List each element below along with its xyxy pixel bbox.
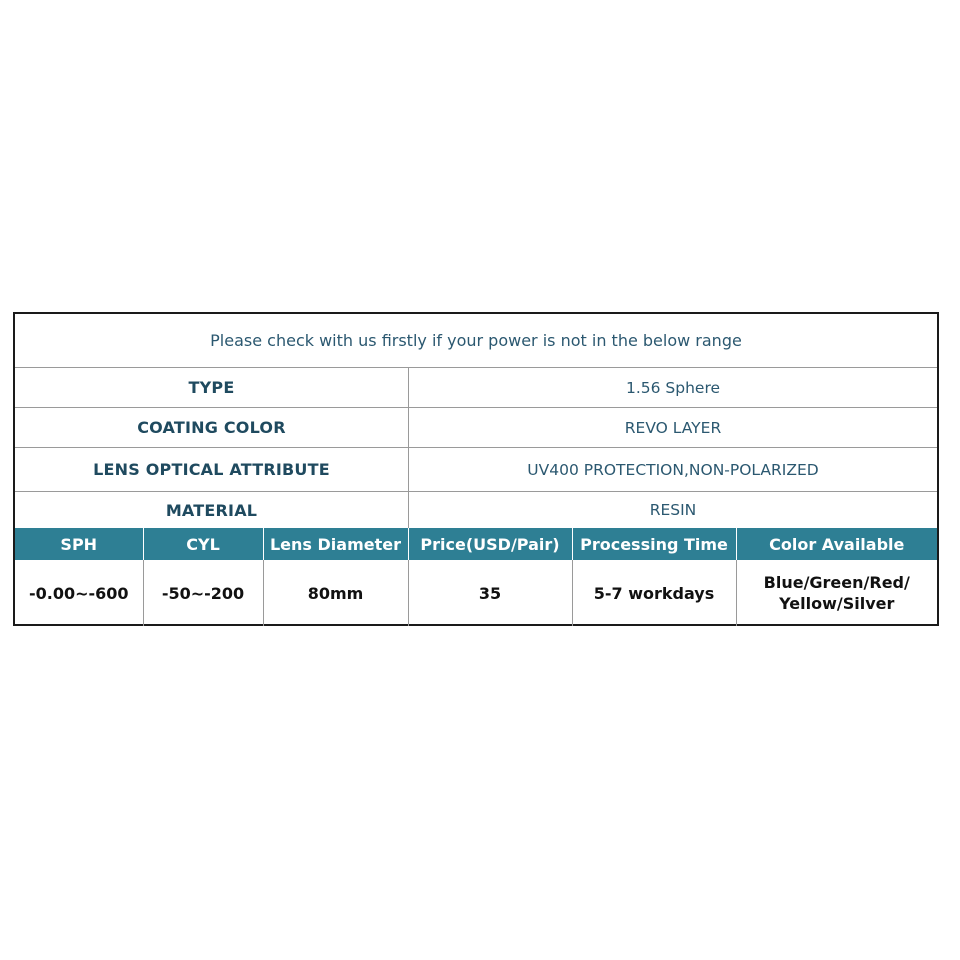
cell-price: 35	[408, 560, 572, 626]
lens-spec-table	[13, 312, 939, 626]
attribute-row-coating-color	[15, 408, 937, 448]
col-header-color-available: Color Available	[736, 528, 937, 560]
col-header-processing-time: Processing Time	[572, 528, 736, 560]
attribute-row-optical-attribute	[15, 448, 937, 492]
range-notice: Please check with us firstly if your power is not in the below range	[15, 314, 937, 368]
attribute-value: RESIN	[649, 501, 697, 519]
cell-color-available: Blue/Green/Red/ Yellow/Silver	[736, 560, 937, 626]
cell-cyl: -50~-200	[143, 560, 263, 626]
attribute-value: 1.56 Sphere	[625, 378, 721, 397]
spec-data-row	[15, 560, 937, 626]
col-header-sph: SPH	[15, 528, 143, 560]
col-header-price: Price(USD/Pair)	[408, 528, 572, 560]
col-header-cyl: CYL	[143, 528, 263, 560]
attribute-row-type	[15, 368, 937, 408]
cell-processing-time: 5-7 workdays	[572, 560, 736, 626]
attribute-row-material	[15, 492, 937, 528]
attribute-label: LENS OPTICAL ATTRIBUTE	[15, 448, 409, 491]
spec-grid	[15, 528, 937, 626]
cell-lens-diameter: 80mm	[263, 560, 408, 626]
spec-header-row	[15, 528, 937, 560]
attribute-value: UV400 PROTECTION,NON-POLARIZED	[527, 460, 819, 479]
attribute-label: TYPE	[15, 368, 409, 407]
attribute-label: COATING COLOR	[15, 408, 409, 447]
attribute-value: REVO LAYER	[624, 418, 722, 437]
cell-sph: -0.00~-600	[15, 560, 143, 626]
col-header-lens-diameter: Lens Diameter	[263, 528, 408, 560]
attribute-label: MATERIAL	[15, 492, 409, 528]
